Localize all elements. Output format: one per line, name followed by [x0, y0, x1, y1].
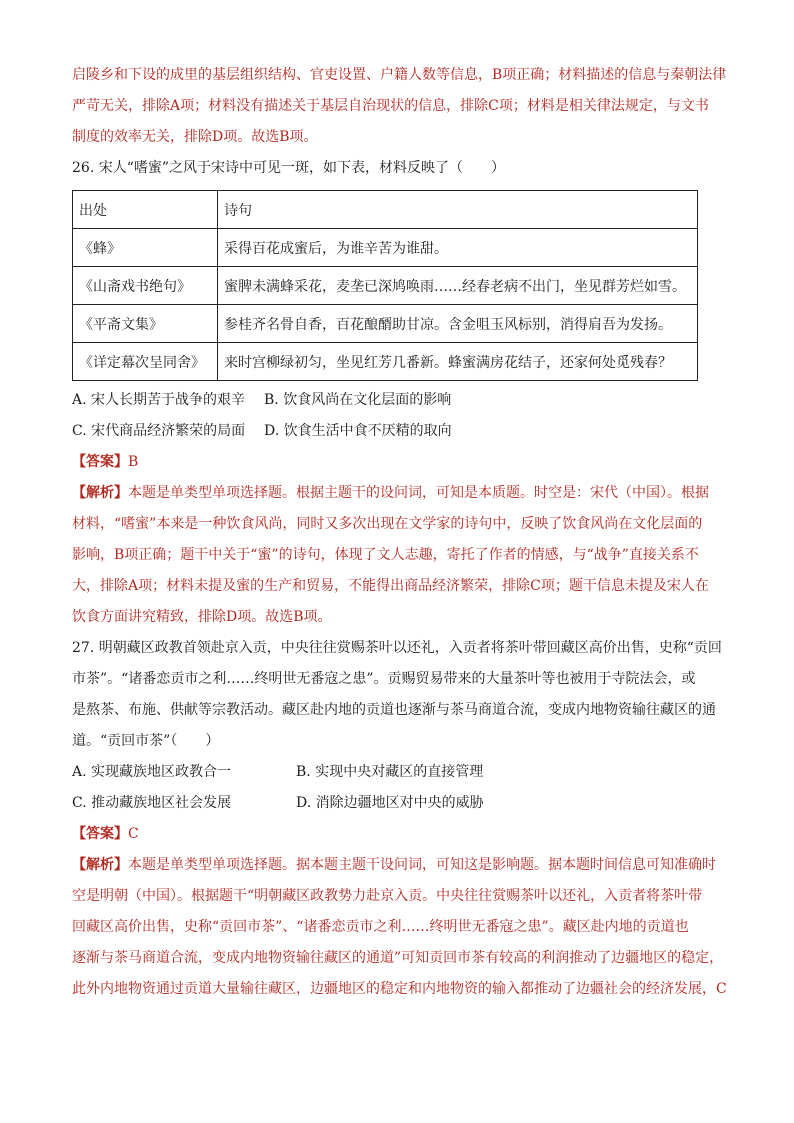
- answer-line: [72, 447, 732, 478]
- answer-line: [72, 819, 732, 850]
- text-line: 饮食方面讲究精致，排除D项。故选B项。: [72, 609, 332, 625]
- answer-value: C: [128, 826, 139, 842]
- table-header-verse: 诗句: [218, 191, 698, 229]
- analysis-label: 【解析】: [72, 857, 128, 873]
- table-cell-verse: 采得百花成蜜后，为谁辛苦为谁甜。: [218, 229, 698, 267]
- text-line: 严苛无关，排除A项；材料没有描述关于基层自治现状的信息，排除C项；材料是相关律法规定，与文书: [72, 98, 709, 114]
- table-cell-verse: 参桂齐名骨自香，百花酿醑助甘凉。含金咀玉风标别，消得肩吾为发扬。: [218, 305, 698, 343]
- option-d: D. 饮食生活中食不厌精的取向: [264, 423, 452, 439]
- question-stem: 26. 宋人“嗜蜜”之风于宋诗中可见一斑，如下表，材料反映了（ ）: [72, 160, 506, 176]
- answer-value: B: [128, 454, 139, 470]
- option-d: D. 消除边疆地区对中央的威胁: [296, 795, 484, 811]
- option-b: B. 实现中央对藏区的直接管理: [296, 764, 484, 780]
- document-page: [72, 60, 732, 1005]
- table-row: [73, 267, 698, 305]
- options: [72, 385, 732, 447]
- option-c: C. 推动藏族地区社会发展: [72, 795, 232, 811]
- table-cell-source: 《平斋文集》: [73, 305, 218, 343]
- table-row: [73, 229, 698, 267]
- analysis: [72, 850, 732, 1005]
- option-a: A. 实现藏族地区政教合一: [72, 764, 232, 780]
- option-a: A. 宋人长期苦于战争的艰辛: [72, 392, 246, 408]
- question-27: [72, 633, 732, 1005]
- poem-table: [72, 190, 698, 381]
- text-line: 回藏区高价出售，史称“贡回市茶”、“诸番恋贡市之利……终明世无番寇之患”。藏区赴内地的贡道也: [72, 919, 689, 935]
- table-cell-source: 《山斋戏书绝句》: [73, 267, 218, 305]
- text-line: 空是明朝（中国）。根据题干“明朝藏区政教势力赴京入贡。中央往往赏赐茶叶以还礼，入贡者将茶叶带: [72, 888, 703, 904]
- text-line: 此外内地物资通过贡道大量输往藏区，边疆地区的稳定和内地物资的输入都推动了边疆社会的经济发展，C: [72, 981, 727, 997]
- analysis-label: 【解析】: [72, 485, 128, 501]
- question-stem-line: 是熬茶、布施、供献等宗教活动。藏区赴内地的贡道也逐渐与茶马商道合流，变成内地物资输往藏区的通: [72, 702, 716, 718]
- table-header-row: [73, 191, 698, 229]
- option-c: C. 宋代商品经济繁荣的局面: [72, 423, 246, 439]
- text-line: 逐渐与茶马商道合流，变成内地物资输往藏区的通道”可知贡回市茶有较高的利润推动了边疆地区的稳定，: [72, 950, 724, 966]
- table-header-source: 出处: [73, 191, 218, 229]
- question-stem-line: 道。“贡回市茶”（ ）: [72, 733, 220, 749]
- table-row: [73, 305, 698, 343]
- question-26: [72, 153, 732, 633]
- table-cell-source: 《蜂》: [73, 229, 218, 267]
- text-line: [72, 850, 732, 881]
- text-line: 启陵乡和下设的成里的基层组织结构、官吏设置、户籍人数等信息，B项正确；材料描述的信息与秦朝法律: [72, 67, 727, 83]
- options: [72, 757, 732, 819]
- table-cell-source: 《详定幕次呈同舍》: [73, 343, 218, 381]
- analysis-text: 本题是单类型单项选择题。根据主题干的设问词，可知是本质题。时空是：宋代（中国）。根据: [128, 485, 709, 501]
- table-cell-verse: 来时宫柳绿初匀，坐见红芳几番新。蜂蜜满房花结子，还家何处觅残春？: [218, 343, 698, 381]
- text-line: 制度的效率无关，排除D项。故选B项。: [72, 129, 318, 145]
- question-stem-line: 27. 明朝藏区政教首领赴京入贡，中央往往赏赐茶叶以还礼，入贡者将茶叶带回藏区高价出售，史称“贡回: [72, 640, 722, 656]
- table-row: [73, 343, 698, 381]
- option-b: B. 饮食风尚在文化层面的影响: [264, 392, 452, 408]
- previous-analysis-continuation: [72, 60, 732, 153]
- analysis: [72, 478, 732, 633]
- text-line: 大，排除A项；材料未提及蜜的生产和贸易，不能得出商品经济繁荣，排除C项；题干信息未提及宋人在: [72, 578, 709, 594]
- text-line: 材料，“嗜蜜”本来是一种饮食风尚，同时又多次出现在文学家的诗句中，反映了饮食风尚在文化层面的: [72, 516, 703, 532]
- text-line: [72, 478, 732, 509]
- answer-label: 【答案】: [72, 826, 128, 842]
- analysis-text: 本题是单类型单项选择题。据本题主题干设问词，可知这是影响题。据本题时间信息可知准确时: [128, 857, 716, 873]
- question-stem-line: 市茶”。“诸番恋贡市之利……终明世无番寇之患”。贡赐贸易带来的大量茶叶等也被用于寺院法会，或: [72, 671, 696, 687]
- answer-label: 【答案】: [72, 454, 128, 470]
- text-line: 影响，B项正确；题干中关于“蜜”的诗句，体现了文人志趣，寄托了作者的情感，与“战争”直接关系不: [72, 547, 699, 563]
- table-cell-verse: 蜜脾未满蜂采花，麦垄已深鸠唤雨……经春老病不出门，坐见群芳烂如雪。: [218, 267, 698, 305]
